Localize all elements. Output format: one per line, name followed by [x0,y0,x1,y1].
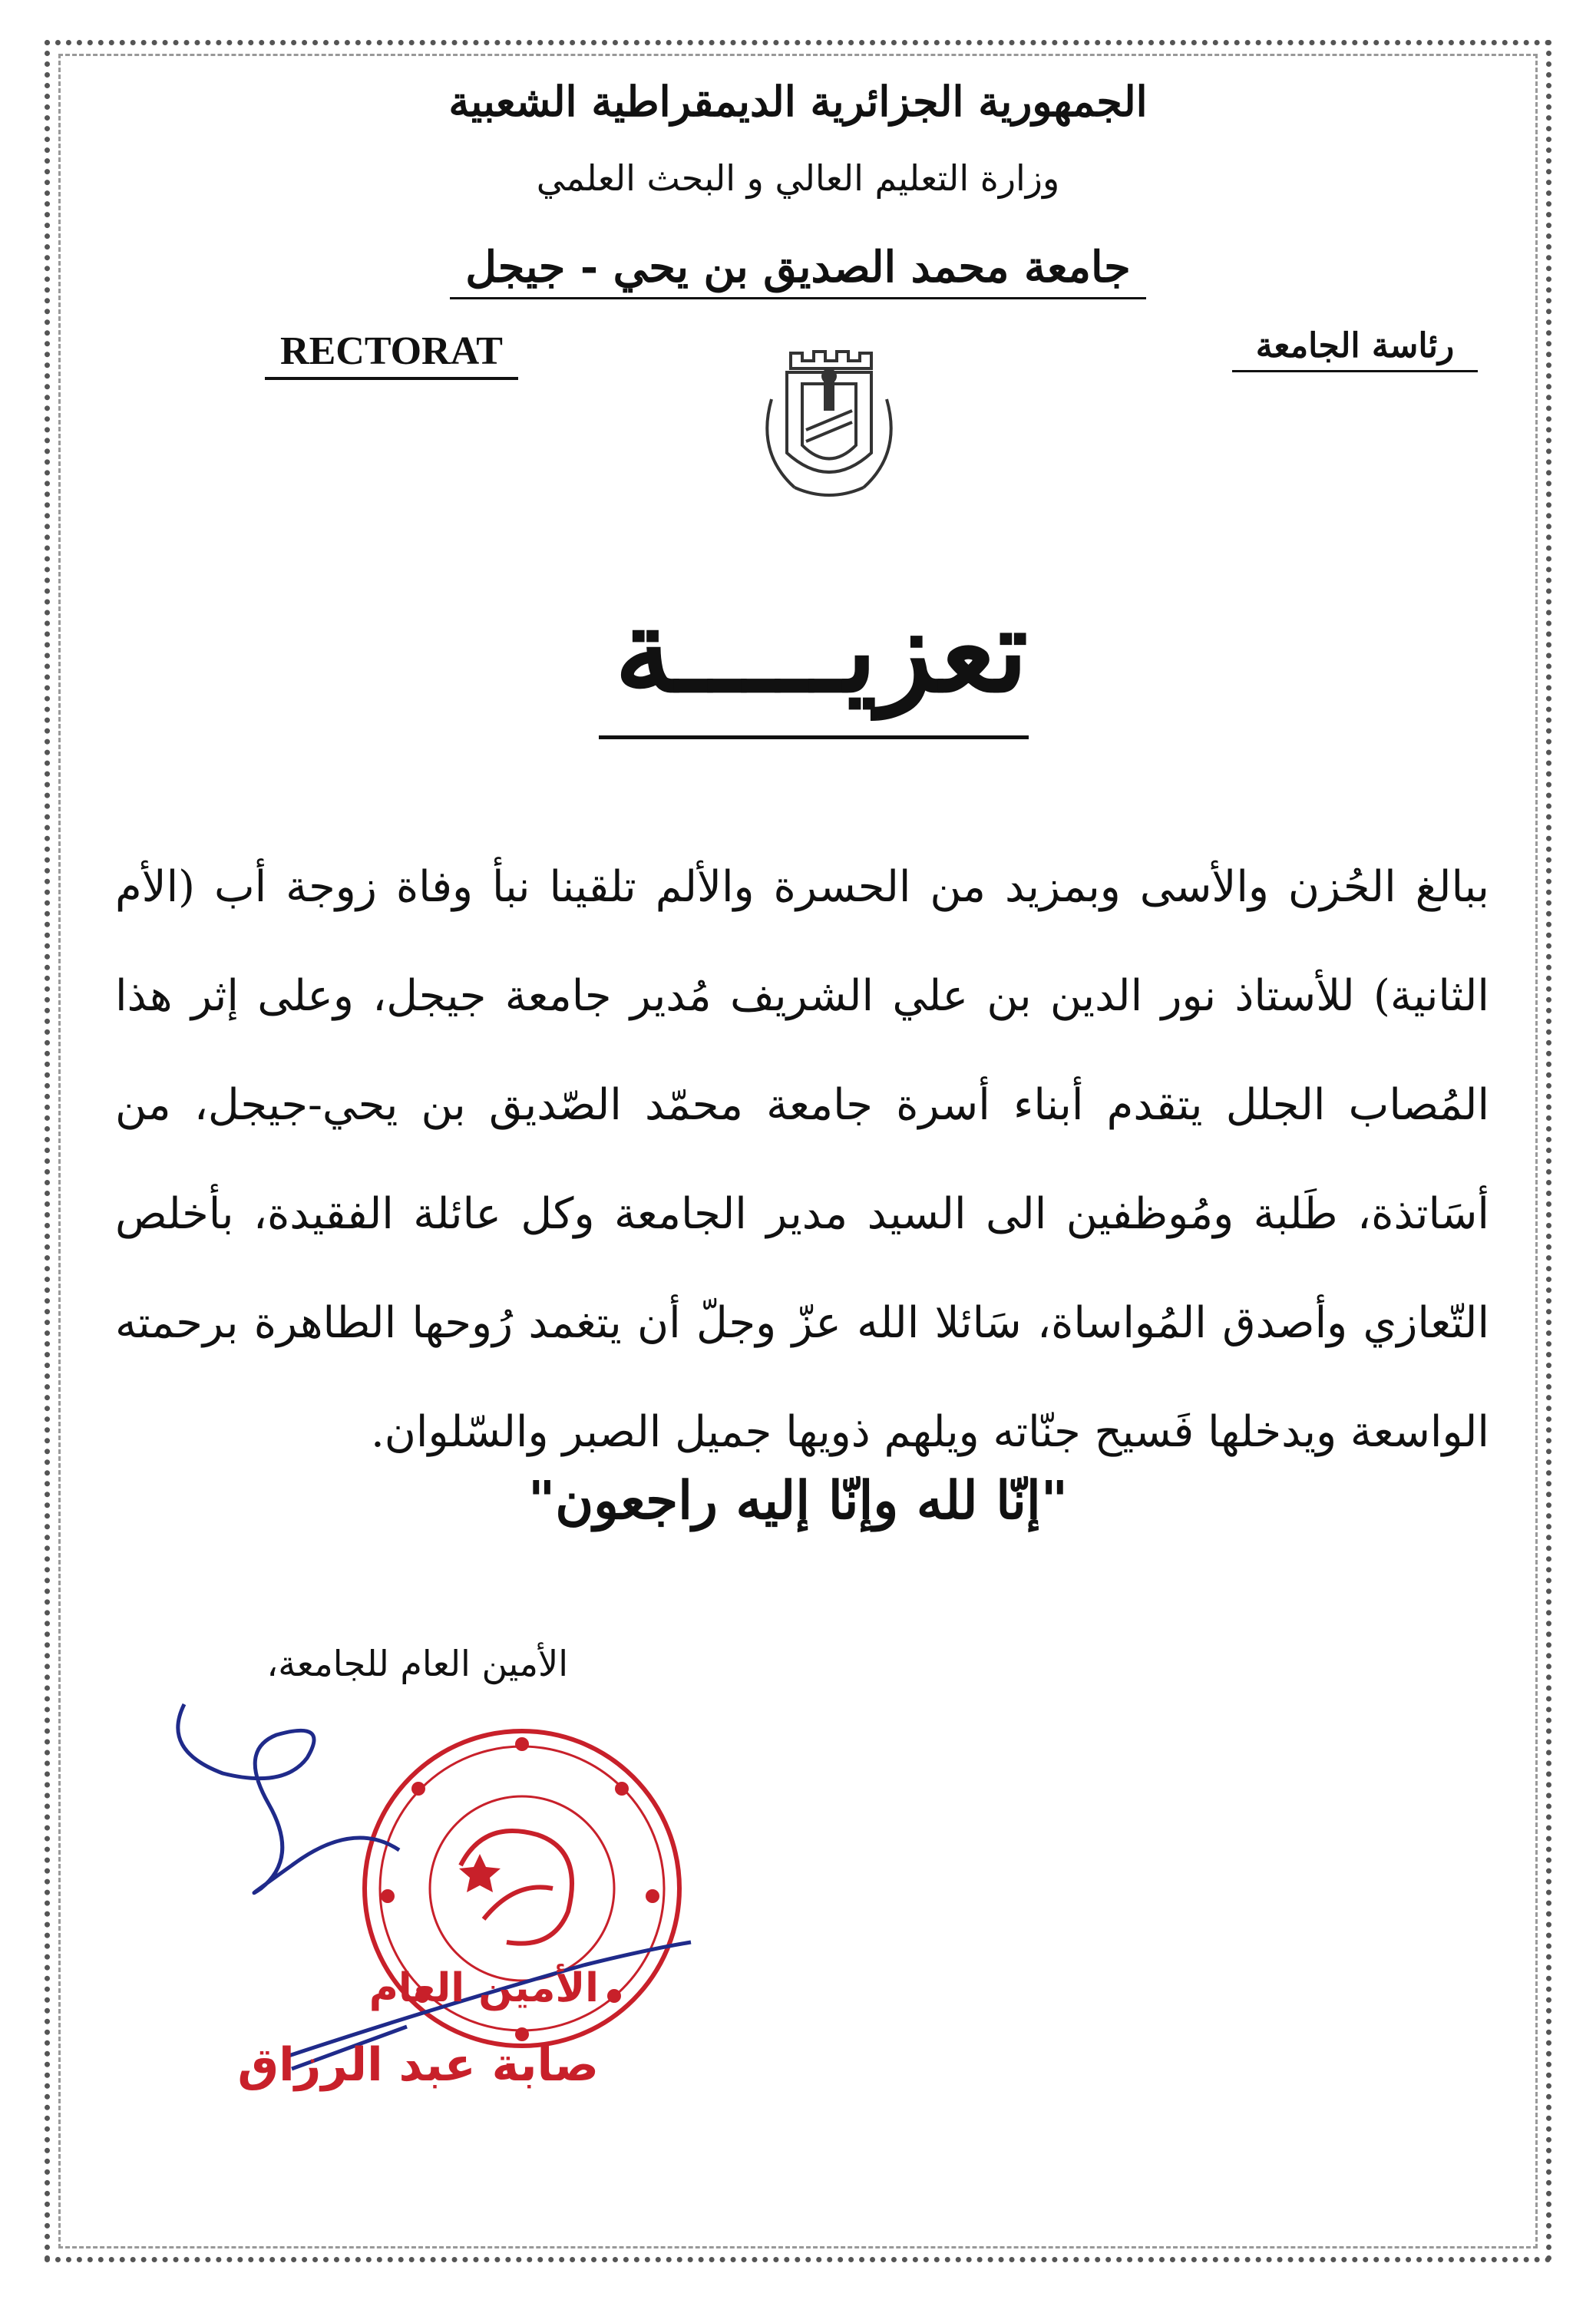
title-underline [599,735,1029,739]
ministry-heading: وزارة التعليم العالي و البحث العلمي [536,157,1060,199]
stamp-title: الأمين العام [368,1965,599,2011]
document-title: تعزيـــــة [614,583,1029,719]
presidency-label: رئاسة الجامعة [1232,326,1478,372]
university-heading [0,242,1596,292]
signer-title: الأمين العام للجامعة، [266,1643,568,1684]
quran-quote: "إنّا لله وإنّا إليه راجعون" [527,1470,1069,1531]
stamp-name: صابة عبد الرزاق [237,2038,599,2092]
republic-heading: الجمهورية الجزائرية الديمقراطية الشعبية [448,77,1148,126]
university-emblem-icon [748,338,910,514]
condolence-body: ببالغ الحُزن والأسى وبمزيد من الحسرة والألم تلقينا نبأ وفاة زوجة أب (الأم الثانية) للأستاذ نور الدين بن علي الشريف مُدير جامعة جيجل، وعلى إثر هذا المُصاب الجلل يتقدم أبناء أسرة جامعة محمّد الصّديق بن يحي-جيجل، من أسَاتذة، طَلبة ومُوظفين الى السيد مدير الجامعة وكل عائلة الفقيدة، بأخلص التّعازي وأصدق المُواساة، سَائلا الله عزّ وجلّ أن يتغمد رُوحها الطاهرة برحمته الواسعة ويدخلها فَسيح جنّاته ويلهم ذويها جميل الصبر والسّلوان. [115,862,1490,1457]
rectorat-label: RECTORAT [265,329,518,380]
university-name: جامعة محمد الصديق بن يحي - جيجل [450,242,1145,299]
